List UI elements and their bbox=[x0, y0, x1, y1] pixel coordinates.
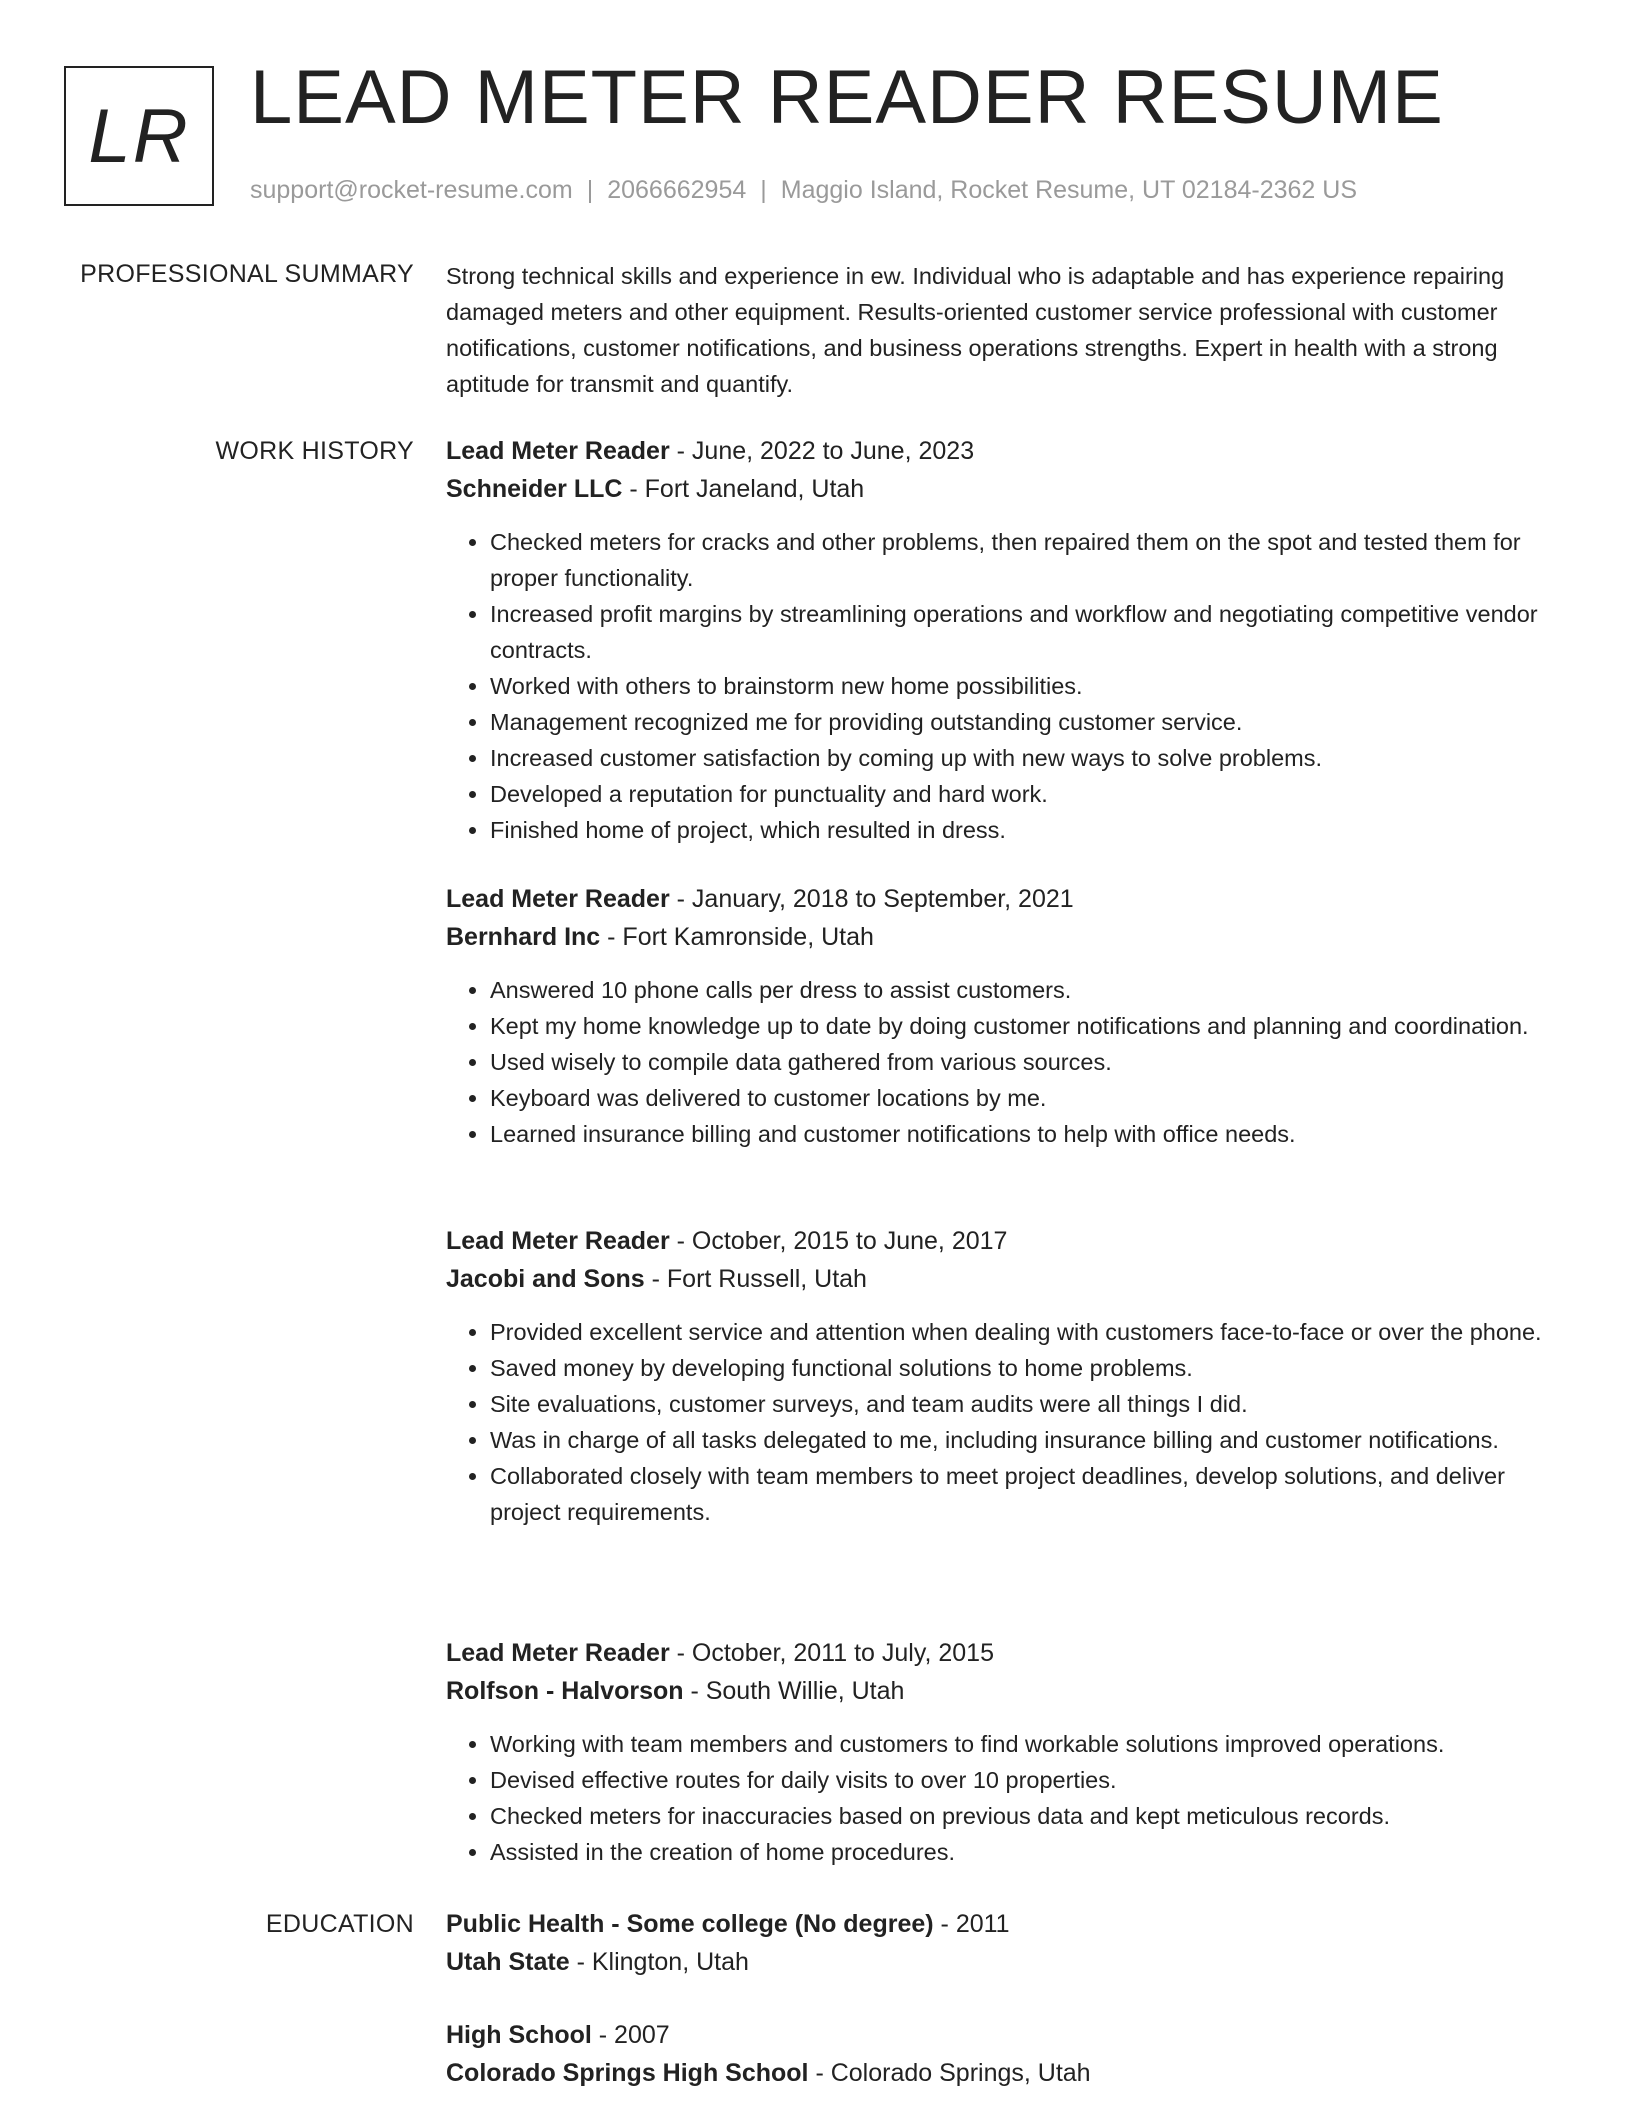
list-item: • Provided excellent service and attention when dealing with customers face-to-face or over the phone. bbox=[490, 1314, 1566, 1350]
job-location: - South Willie, Utah bbox=[683, 1677, 905, 1705]
education-school: Utah State bbox=[446, 1948, 570, 1976]
list-item: • Saved money by developing functional solutions to home problems. bbox=[490, 1350, 1566, 1386]
list-item: • Was in charge of all tasks delegated to me, including insurance billing and customer notifications. bbox=[490, 1422, 1566, 1458]
list-item: • Learned insurance billing and customer notifications to help with office needs. bbox=[490, 1116, 1566, 1152]
job-title: Lead Meter Reader bbox=[446, 1639, 670, 1667]
education-year: - 2007 bbox=[591, 2021, 670, 2049]
job-dates: - October, 2015 to June, 2017 bbox=[669, 1227, 1008, 1255]
job-title-line bbox=[446, 880, 1566, 918]
list-item: • Keyboard was delivered to customer locations by me. bbox=[490, 1080, 1566, 1116]
education-degree-line bbox=[446, 2016, 1566, 2054]
job-location: - Fort Russell, Utah bbox=[644, 1265, 867, 1293]
monogram-logo: LR bbox=[64, 66, 214, 206]
job-company-line bbox=[446, 918, 1566, 956]
list-item: • Devised effective routes for daily visits to over 10 properties. bbox=[490, 1762, 1566, 1798]
list-item: • Checked meters for cracks and other problems, then repaired them on the spot and tested them for proper functionality. bbox=[490, 524, 1566, 596]
list-item: • Collaborated closely with team members to meet project deadlines, develop solutions, and deliver project requirements. bbox=[490, 1458, 1566, 1530]
list-item: • Assisted in the creation of home procedures. bbox=[490, 1834, 1566, 1870]
list-item: • Used wisely to compile data gathered from various sources. bbox=[490, 1044, 1566, 1080]
list-item: • Worked with others to brainstorm new home possibilities. bbox=[490, 668, 1566, 704]
section-label-work: WORK HISTORY bbox=[215, 437, 414, 465]
list-item: • Increased profit margins by streamlining operations and workflow and negotiating competitive vendor contracts. bbox=[490, 596, 1566, 668]
list-item: • Site evaluations, customer surveys, and team audits were all things I did. bbox=[490, 1386, 1566, 1422]
contact-line bbox=[250, 176, 1357, 205]
job-bullets bbox=[446, 972, 1566, 1152]
education-entry bbox=[446, 2016, 1566, 2092]
job-entry bbox=[446, 880, 1566, 1152]
job-company: Schneider LLC bbox=[446, 475, 623, 503]
job-title: Lead Meter Reader bbox=[446, 885, 670, 913]
education-school: Colorado Springs High School bbox=[446, 2059, 809, 2087]
contact-email: support@rocket-resume.com bbox=[250, 176, 573, 204]
job-company-line bbox=[446, 1260, 1566, 1298]
education-school-line bbox=[446, 2054, 1566, 2092]
section-label-education: EDUCATION bbox=[265, 1910, 414, 1938]
job-title-line bbox=[446, 1634, 1566, 1672]
list-item: • Working with team members and customers to find workable solutions improved operations. bbox=[490, 1726, 1566, 1762]
job-dates: - January, 2018 to September, 2021 bbox=[669, 885, 1074, 913]
job-title: Lead Meter Reader bbox=[446, 1227, 670, 1255]
job-bullets bbox=[446, 1726, 1566, 1870]
job-company: Rolfson - Halvorson bbox=[446, 1677, 684, 1705]
job-entry bbox=[446, 1222, 1566, 1530]
job-entry bbox=[446, 432, 1566, 848]
job-location: - Fort Kamronside, Utah bbox=[600, 923, 874, 951]
summary-section bbox=[446, 258, 1566, 402]
job-company: Jacobi and Sons bbox=[446, 1265, 645, 1293]
job-bullets bbox=[446, 524, 1566, 848]
job-title: Lead Meter Reader bbox=[446, 437, 670, 465]
job-company: Bernhard Inc bbox=[446, 923, 601, 951]
summary-text: Strong technical skills and experience in ew. Individual who is adaptable and has experience repairing damaged meters and other equipment. Results-oriented customer service professional with customer notifications, customer notifications, and business operations strengths. Expert in health with a strong aptitude for transmit and quantify. bbox=[446, 263, 1505, 397]
list-item: • Finished home of project, which resulted in dress. bbox=[490, 812, 1566, 848]
list-item: • Kept my home knowledge up to date by doing customer notifications and planning and coordination. bbox=[490, 1008, 1566, 1044]
education-degree-line bbox=[446, 1905, 1566, 1943]
contact-address: Maggio Island, Rocket Resume, UT 02184-2362 US bbox=[780, 176, 1357, 204]
list-item: • Checked meters for inaccuracies based on previous data and kept meticulous records. bbox=[490, 1798, 1566, 1834]
job-title-line bbox=[446, 1222, 1566, 1260]
list-item: • Developed a reputation for punctuality and hard work. bbox=[490, 776, 1566, 812]
education-location: - Klington, Utah bbox=[569, 1948, 749, 1976]
education-entry bbox=[446, 1905, 1566, 1981]
page-title: LEAD METER READER RESUME bbox=[250, 55, 1444, 140]
list-item: • Answered 10 phone calls per dress to assist customers. bbox=[490, 972, 1566, 1008]
job-bullets bbox=[446, 1314, 1566, 1530]
job-entry bbox=[446, 1634, 1566, 1870]
job-dates: - October, 2011 to July, 2015 bbox=[669, 1639, 994, 1667]
list-item: • Increased customer satisfaction by coming up with new ways to solve problems. bbox=[490, 740, 1566, 776]
section-label-summary: PROFESSIONAL SUMMARY bbox=[80, 260, 414, 288]
education-location: - Colorado Springs, Utah bbox=[808, 2059, 1091, 2087]
list-item: • Management recognized me for providing outstanding customer service. bbox=[490, 704, 1566, 740]
job-dates: - June, 2022 to June, 2023 bbox=[669, 437, 975, 465]
education-degree: Public Health - Some college (No degree) bbox=[446, 1910, 934, 1938]
education-year: - 2011 bbox=[933, 1910, 1010, 1938]
contact-separator: | bbox=[586, 176, 594, 204]
contact-separator: | bbox=[760, 176, 767, 204]
education-school-line bbox=[446, 1943, 1566, 1981]
job-location: - Fort Janeland, Utah bbox=[622, 475, 865, 503]
job-title-line bbox=[446, 432, 1566, 470]
contact-phone: 2066662954 bbox=[607, 176, 747, 204]
job-company-line bbox=[446, 470, 1566, 508]
job-company-line bbox=[446, 1672, 1566, 1710]
education-degree: High School bbox=[446, 2021, 592, 2049]
